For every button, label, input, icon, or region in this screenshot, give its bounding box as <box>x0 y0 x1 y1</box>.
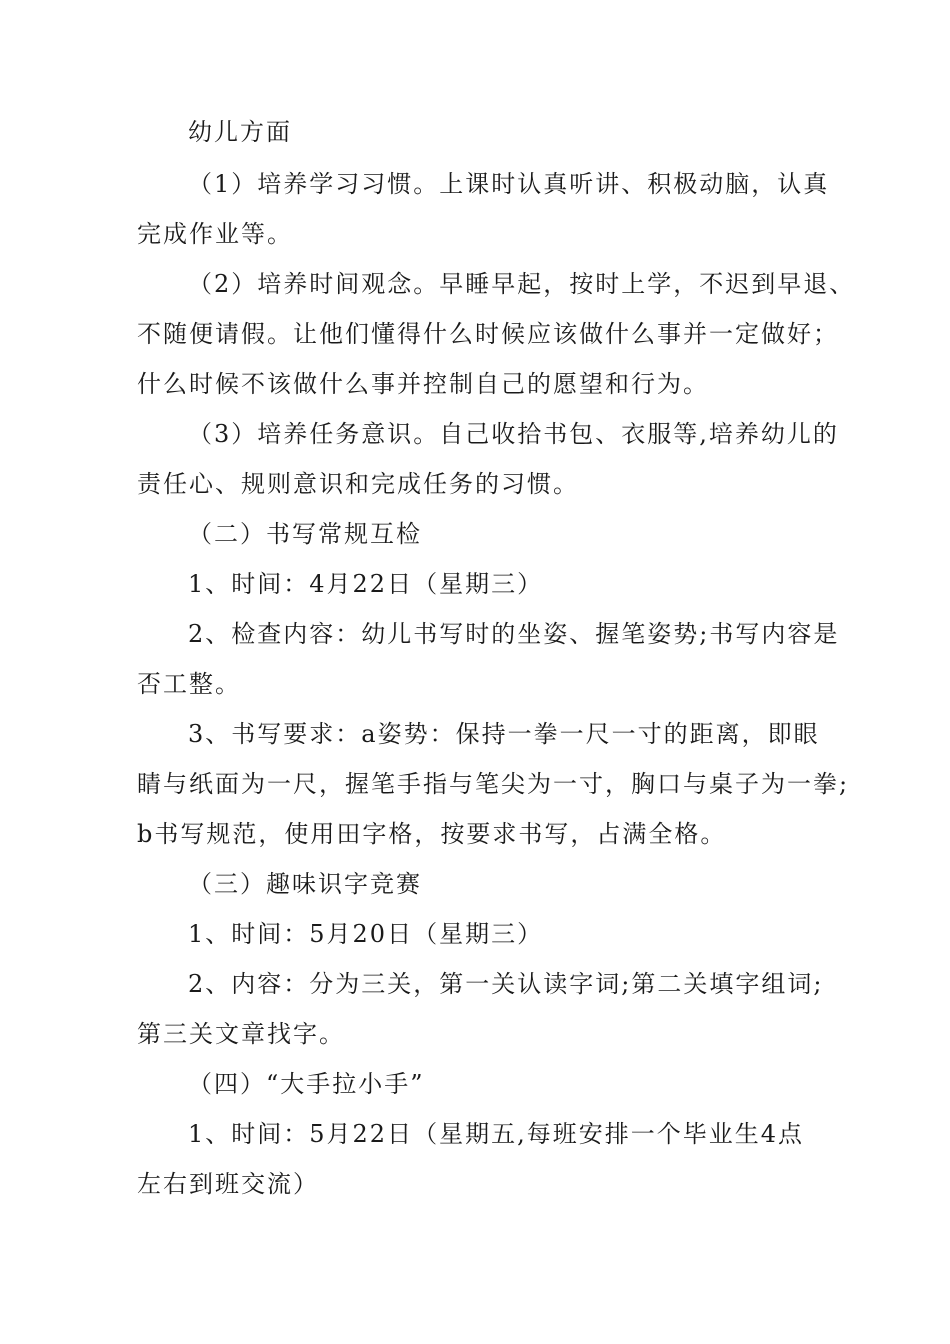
section4-title: （四）“大手拉小手” <box>188 1070 425 1098</box>
section3-time: 1、时间：5月20日（星期三） <box>188 920 544 948</box>
item1-line2: 完成作业等。 <box>137 220 293 248</box>
section2-req-line1: 3、书写要求：a姿势：保持一拳一尺一寸的距离，即眼 <box>188 720 820 748</box>
section3-content-line1: 2、内容：分为三关，第一关认读字词;第二关填字组词; <box>188 970 824 998</box>
section2-title: （二）书写常规互检 <box>188 520 422 548</box>
section2-req-line3: b书写规范，使用田字格，按要求书写，占满全格。 <box>137 820 727 848</box>
section3-content-line2: 第三关文章找字。 <box>137 1020 345 1048</box>
item2-line2: 不随便请假。让他们懂得什么时候应该做什么事并一定做好； <box>137 320 839 348</box>
item2-line1: （2）培养时间观念。早睡早起，按时上学，不迟到早退、 <box>188 270 856 298</box>
item2-line3: 什么时候不该做什么事并控制自己的愿望和行为。 <box>137 370 709 398</box>
section4-time-line1: 1、时间：5月22日（星期五,每班安排一个毕业生4点 <box>188 1120 804 1148</box>
heading-child: 幼儿方面 <box>188 118 292 146</box>
section2-req-line2: 睛与纸面为一尺，握笔手指与笔尖为一寸，胸口与桌子为一拳; <box>137 770 850 798</box>
item1-line1: （1）培养学习习惯。上课时认真听讲、积极动脑，认真 <box>188 170 830 198</box>
item3-line1: （3）培养任务意识。自己收拾书包、衣服等,培养幼儿的 <box>188 420 839 448</box>
section3-title: （三）趣味识字竞赛 <box>188 870 422 898</box>
item3-line2: 责任心、规则意识和完成任务的习惯。 <box>137 470 579 498</box>
section2-content-line1: 2、检查内容：幼儿书写时的坐姿、握笔姿势;书写内容是 <box>188 620 840 648</box>
section4-time-line2: 左右到班交流） <box>137 1170 319 1198</box>
section2-content-line2: 否工整。 <box>137 670 241 698</box>
section2-time: 1、时间：4月22日（星期三） <box>188 570 544 598</box>
